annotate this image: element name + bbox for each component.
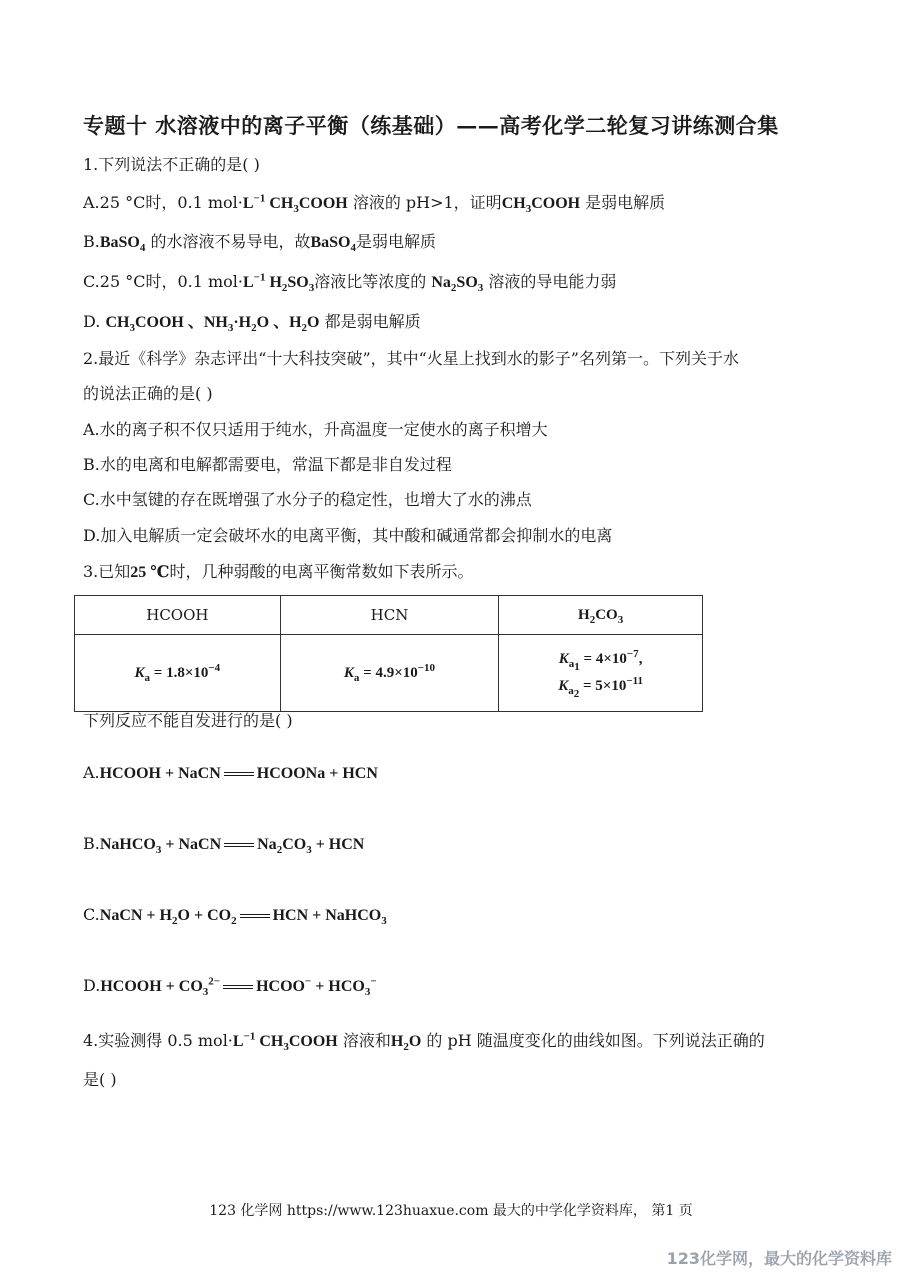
table-header-hcn: HCN [280,596,499,635]
q3-option-b: B.NaHCO$_3$ + NaCN $Na_2CO_3$ + HCN [83,834,365,857]
table-cell-ka-h2co3: $K_{a_1} = 4\times 10^{-7}$, $K_{a_2} = 5\times 10^{-11}$ [499,635,703,712]
page-footer: 123 化学网 https://www.123huaxue.com 最大的中学化学资料库， 第1 页 [209,1203,693,1219]
table-cell-ka-hcooh: $K_a = 1.8\times 10^{-4}$ [75,635,281,712]
q3-question: 下列反应不能自发进行的是( ) [83,711,293,730]
ionization-constant-table [74,595,703,712]
q4-stem-line1: 4.实验测得 0.5 $mol\cdot L^{-1}$ $CH_3COOH$ 溶液和$H_2O$ 的 pH 随温度变化的曲线如图。下列说法正确的 [83,1030,765,1054]
q2-option-a: A.水的离子积不仅只适用于纯水，升高温度一定使水的离子积增大 [83,420,548,439]
q2-option-c: C.水中氢键的存在既增强了水分子的稳定性，也增大了水的沸点 [83,490,532,509]
q3-option-a: A.HCOOH + NaCN HCOONa + HCN [83,763,378,782]
table-cell-ka-hcn: $K_a = 4.9\times 10^{-10}$ [280,635,499,712]
q1-option-b: B.BaSO$_4$ 的水溶液不易导电，故BaSO$_4$是弱电解质 [83,232,436,255]
table-header-h2co3: $H_2CO_3$ [499,596,703,635]
q3-option-d: D.HCOOH + $CO_3^{2-}$ HCOO− + $HCO_3^-$ [83,975,377,999]
q1-stem: 1.下列说法不正确的是( ) [83,155,260,174]
page-title: 专题十 水溶液中的离子平衡（练基础）——高考化学二轮复习讲练测合集 [83,113,779,138]
q1-option-c: C.25 °C时，0.1 $mol\cdot L^{-1}$ $H_2SO_3$溶液比等浓度的 $Na_2SO_3$ 溶液的导电能力弱 [83,271,617,295]
q3-option-c: C.NaCN + $H_2O + CO_2$ HCN + NaHCO$_3$ [83,905,387,928]
q2-option-b: B.水的电离和电解都需要电，常温下都是非自发过程 [83,455,452,474]
q2-option-d: D.加入电解质一定会破坏水的电离平衡，其中酸和碱通常都会抑制水的电离 [83,526,613,545]
q2-stem-line1: 2.最近《科学》杂志评出“十大科技突破”，其中“火星上找到水的影子”名列第一。下列关于水 [83,349,739,368]
q4-stem-line2: 是( ) [83,1070,117,1089]
q1-option-d: D. $CH_3COOH$ 、$NH_3\cdot H_2O$ 、$H_2O$ 都是弱电解质 [83,312,421,335]
q2-stem-line2: 的说法正确的是( ) [83,384,213,403]
table-header-hcooh: HCOOH [75,596,281,635]
site-watermark: 123化学网，最大的化学资料库 [666,1249,892,1268]
q1-option-a: A.25 °C时，0.1 $mol\cdot L^{-1}$ $CH_3COOH$ 溶液的 pH>1，证明$CH_3COOH$ 是弱电解质 [83,192,666,216]
q3-stem: 3.已知25 ℃时，几种弱酸的电离平衡常数如下表所示。 [83,562,474,581]
